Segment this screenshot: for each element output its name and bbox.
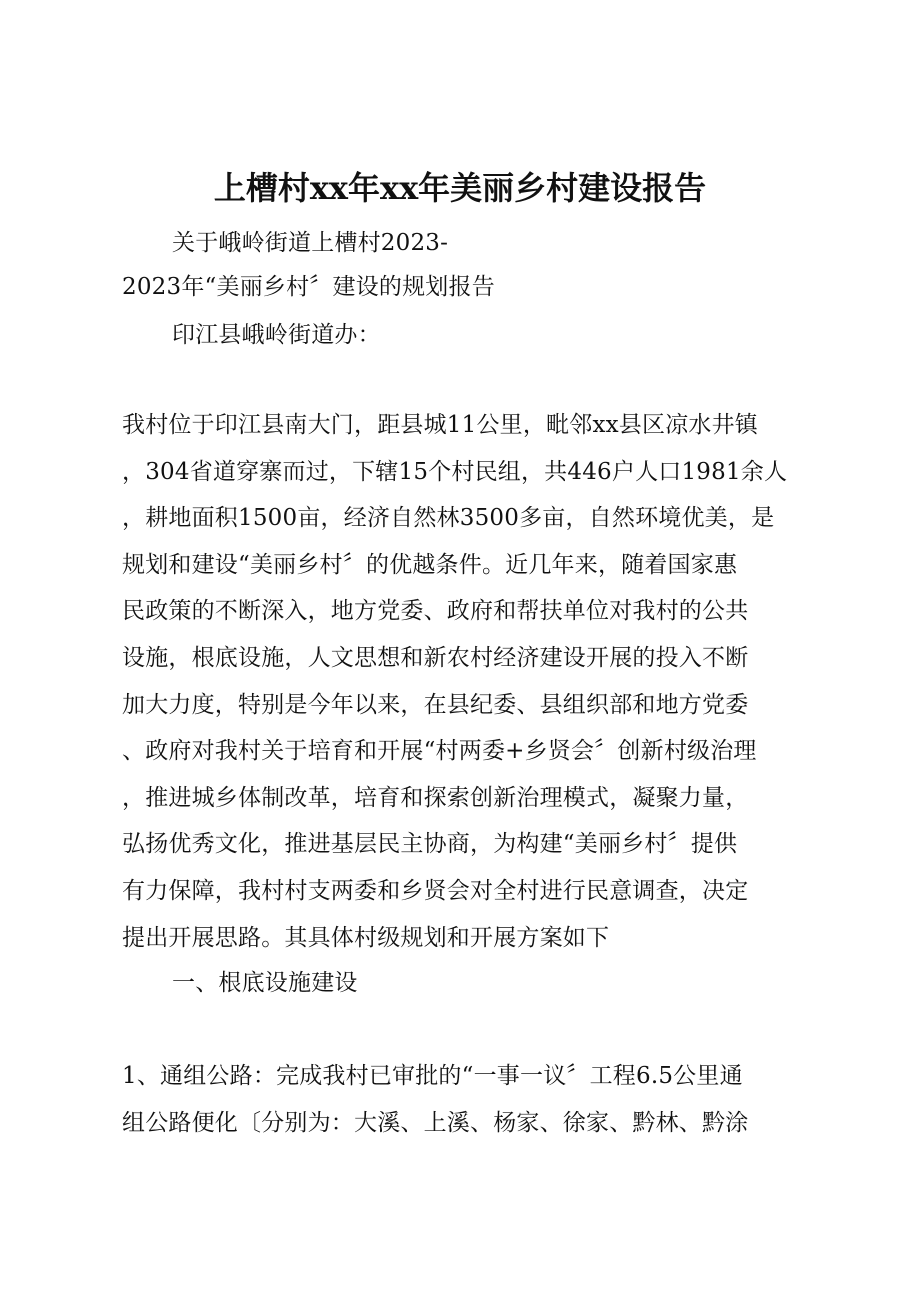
body-line: ，推进城乡体制改革，培育和探索创新治理模式，凝聚力量，	[122, 784, 749, 811]
body-line: 有力保障，我村村支两委和乡贤会对全村进行民意调查，决定	[122, 877, 749, 904]
section-paragraph	[122, 1061, 812, 1155]
body-line: 提出开展思路。其具体村级规划和开展方案如下	[122, 924, 610, 951]
document-title: 上槽村xx年xx年美丽乡村建设报告	[213, 169, 707, 207]
body-line: ，304省道穿寨而过，下辖15个村民组，共446户人口1981余人	[122, 458, 788, 485]
section-line: 组公路便化〔分别为：大溪、上溪、杨家、徐家、黔林、黔涂	[122, 1110, 749, 1136]
subtitle-line-2: 2023年“美丽乡村〞建设的规划报告	[122, 274, 495, 300]
body-line: 加大力度，特别是今年以来，在县纪委、县组织部和地方党委	[122, 691, 749, 718]
body-line: 规划和建设“美丽乡村〞的优越条件。近几年来，随着国家惠	[122, 551, 738, 578]
body-paragraph	[122, 410, 812, 969]
body-line: 、政府对我村关于培育和开展“村两委+乡贤会〞创新村级治理	[122, 738, 757, 765]
body-line: 我村位于印江县南大门，距县城11公里，毗邻xx县区凉水井镇	[122, 412, 759, 438]
addressee: 印江县峨岭街道办：	[172, 322, 381, 348]
subtitle-line-1: 关于峨岭街道上槽村2023-	[172, 230, 449, 256]
body-line: ，耕地面积1500亩，经济自然林3500多亩，自然环境优美，是	[122, 505, 775, 532]
section-line: 1、通组公路：完成我村已审批的“一事一议〞工程6.5公里通	[122, 1063, 743, 1089]
body-line: 民政策的不断深入，地方党委、政府和帮扶单位对我村的公共	[122, 598, 749, 625]
body-line: 设施，根底设施，人文思想和新农村经济建设开展的投入不断	[122, 644, 749, 671]
body-line: 弘扬优秀文化，推进基层民主协商，为构建“美丽乡村〞提供	[122, 831, 738, 858]
section-heading: 一、根底设施建设	[172, 970, 358, 996]
